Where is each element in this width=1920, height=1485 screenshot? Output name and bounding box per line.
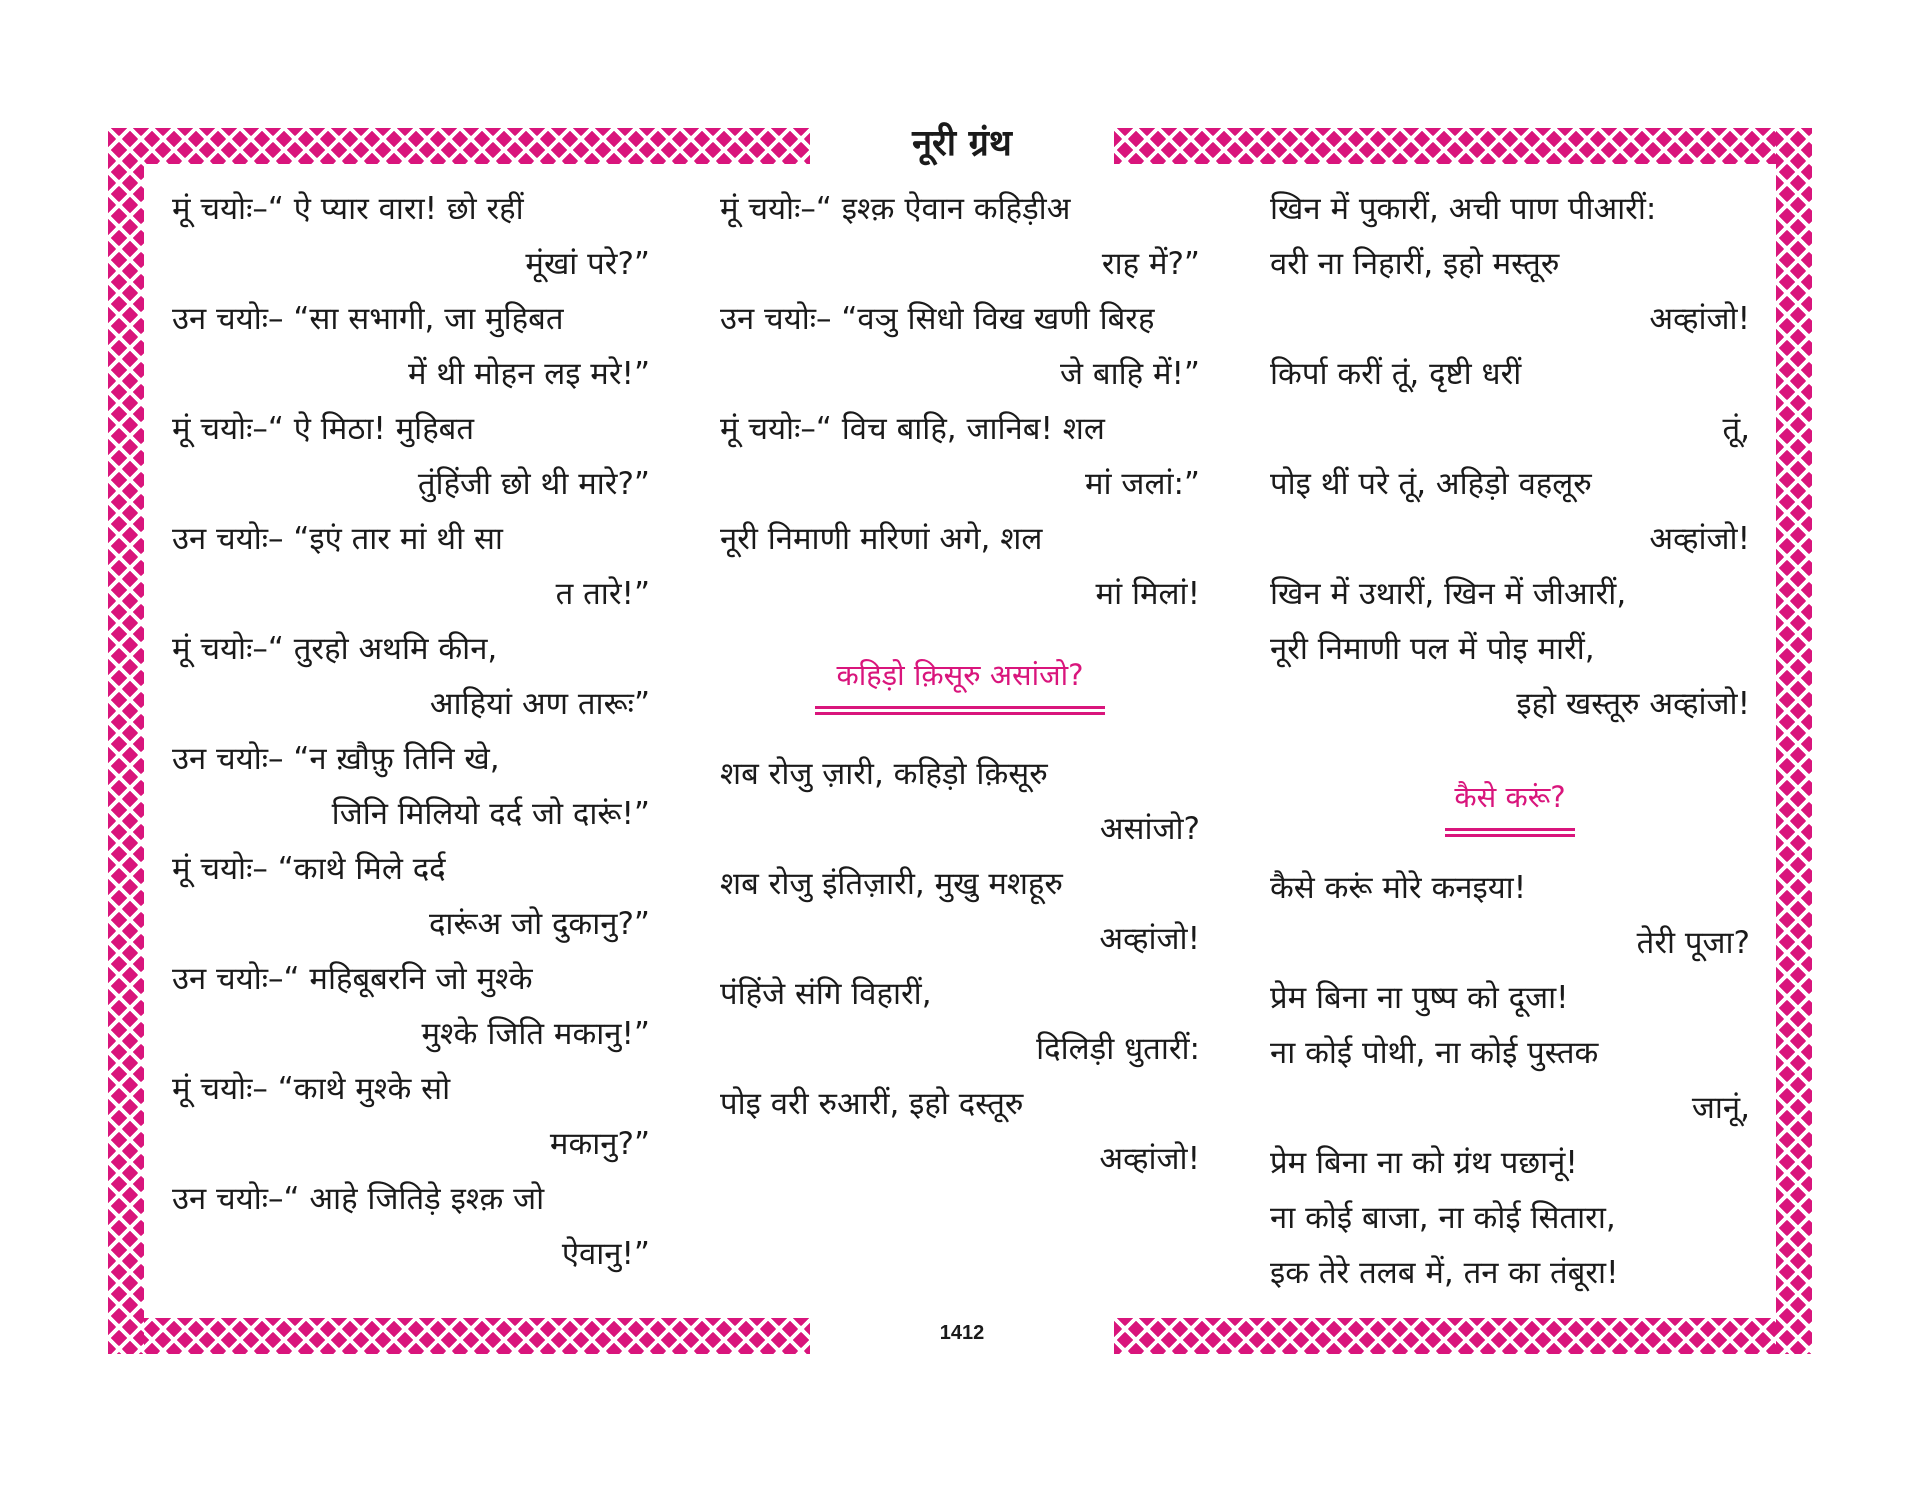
verse-line: आहियां अण तारूः” [429,686,650,722]
verse-line: जिनि मिलियो दर्द जो दारूं!” [331,796,650,832]
verse-line: मां जलां:” [1085,466,1200,502]
verse-line: अव्हांजो! [1649,301,1750,337]
verse-line: जानूं, [1691,1090,1750,1126]
verse-line: मूं चयोः– “काथे मिले दर्द [172,851,446,887]
verse-line: जे बाहि में!” [1060,356,1200,392]
verse-line: इहो खस्तूरु अव्हांजो! [1516,686,1750,722]
verse-line: शब रोजु इंतिज़ारी, मुखु मशहूरु [720,866,1063,902]
verse-line: मूं चयोः–“ ऐ मिठा! मुहिबत [172,411,475,447]
heading-underline [815,706,1105,715]
border-top-left [108,128,810,164]
border-bottom-right [1114,1318,1812,1354]
verse-line: मूं चयोः–“ ऐ प्यार वारा! छो रहीं [172,191,524,227]
verse-line: इक तेरे तलब में, तन का तंबूरा! [1270,1255,1619,1291]
verse-line: किर्पा करीं तूं, दृष्टी धरीं [1270,356,1522,392]
verse-line: कैसे करूं मोरे कनइया! [1270,870,1527,906]
verse-line: मूं चयोः–“ इश्क़ ऐवान कहिड़ीअ [720,191,1071,227]
verse-line: अव्हांजो! [1099,1141,1200,1177]
border-top-right [1114,128,1812,164]
verse-line: खिन में पुकारीं, अची पाण पीआरीं: [1270,191,1657,227]
section-heading: कैसे करूं? [1454,780,1566,814]
column-3 [1270,182,1750,1301]
verse-line: खिन में उथारीं, खिन में जीआरीं, [1270,576,1627,612]
border-bottom-left [108,1318,810,1354]
verse-line: मकानु?” [549,1126,650,1162]
verse-line: उन चयोः– “सा सभागी, जा मुहिबत [172,301,564,337]
verse-line: में थी मोहन लइ मरे!” [408,356,650,392]
column-1 [172,182,650,1282]
page-title: नूरी ग्रंथ [912,123,1012,164]
section-heading: कहिड़ो क़िसूरु असांजो? [836,658,1084,692]
verse-line: शब रोजु ज़ारी, कहिड़ो क़िसूरु [720,756,1048,792]
verse-line: राह में?” [1101,246,1200,282]
verse-line: उन चयोः–“ महिबूबरनि जो मुश्के [172,961,533,997]
heading-underline [1445,828,1575,837]
verse-line: तेरी पूजा? [1636,925,1750,961]
verse-line: असांजो? [1099,811,1200,847]
verse-line: तूं, [1722,411,1750,447]
verse-line: मां मिलां! [1095,576,1200,612]
verse-line: अव्हांजो! [1649,521,1750,557]
verse-line: दारूंअ जो दुकानु?” [428,906,650,942]
verse-line: पंहिंजे संगि विहारीं, [720,976,932,1012]
verse-line: त तारे!” [555,576,650,612]
page-number: 1412 [939,1322,985,1344]
verse-line: मूं चयोः– “काथे मुश्के सो [172,1071,451,1107]
verse-line: दिलिड़ी धुतारीं: [1036,1031,1200,1067]
border-right [1776,128,1812,1354]
verse-line: उन चयोः– “न ख़ौफ़ु तिनि खे, [172,741,500,777]
verse-line: मूंखां परे?” [525,246,650,282]
column-2 [720,182,1200,1187]
border-left [108,128,144,1354]
verse-line: मुश्के जिति मकानु!” [421,1016,650,1052]
verse-line: उन चयोः– “वञु सिधो विख खणी बिरह [720,301,1155,337]
verse-line: उन चयोः–“ आहे जितिड़े इश्क़ जो [172,1181,545,1217]
verse-line: वरी ना निहारीं, इहो मस्तूरु [1270,246,1560,282]
verse-line: नूरी निमाणी मरिणां अगे, शल [720,521,1043,557]
verse-line: मूं चयोः–“ तुरहो अथमि कीन, [172,631,498,667]
verse-line: मूं चयोः–“ विच बाहि, जानिब! शल [720,411,1105,447]
verse-line: पोइ वरी रुआरीं, इहो दस्तूरु [720,1086,1024,1122]
verse-line: उन चयोः– “इएं तार मां थी सा [172,521,503,557]
verse-line: ना कोई पोथी, ना कोई पुस्तक [1270,1035,1599,1071]
verse-line: पोइ थीं परे तूं, अहिड़ो वहलूरु [1270,466,1592,502]
verse-line: तुंहिंजी छो थी मारे?” [417,466,650,502]
verse-line: प्रेम बिना ना को ग्रंथ पछानूं! [1270,1145,1578,1181]
verse-line: अव्हांजो! [1099,921,1200,957]
verse-line: ना कोई बाजा, ना कोई सितारा, [1270,1200,1616,1236]
verse-line: नूरी निमाणी पल में पोइ मारीं, [1270,631,1595,667]
verse-line: ऐवानु!” [561,1236,650,1272]
verse-line: प्रेम बिना ना पुष्प को दूजा! [1270,980,1569,1016]
